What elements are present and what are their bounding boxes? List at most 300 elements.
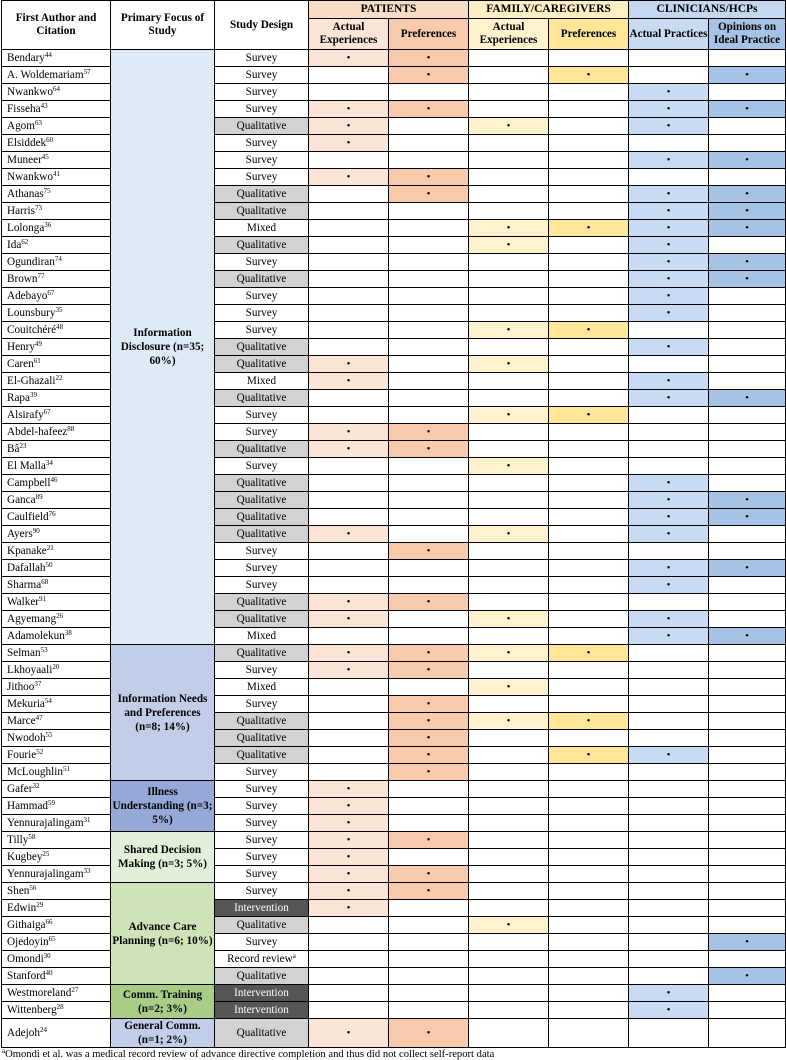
patient-preference-dot: • <box>389 186 469 203</box>
author-cell <box>2 186 111 203</box>
family-preference-empty <box>549 509 629 526</box>
author-name: Caren <box>7 357 34 370</box>
study-design-cell <box>215 747 309 764</box>
author-name: El-Ghazali <box>7 374 56 387</box>
family-preference-empty <box>549 849 629 866</box>
patient-experience-empty <box>309 577 389 594</box>
clinician-opinion-empty <box>709 84 786 101</box>
study-design: Survey <box>245 153 278 166</box>
study-design-cell <box>215 713 309 730</box>
citation-number: 67 <box>43 407 51 416</box>
citation-number: 41 <box>53 169 60 178</box>
family-preference-empty <box>549 50 629 67</box>
clinician-practice-dot: • <box>629 526 709 543</box>
author-cell <box>2 135 111 152</box>
study-design: Survey <box>245 68 278 81</box>
clinician-practice-empty <box>629 798 709 815</box>
study-design-cell <box>215 645 309 662</box>
family-experience-dot: • <box>469 713 549 730</box>
family-preference-dot: • <box>549 220 629 237</box>
table-row <box>2 781 786 798</box>
study-design: Qualitative <box>236 714 287 727</box>
citation-number: 37 <box>34 679 42 688</box>
author-cell <box>2 985 111 1002</box>
subheader-clinician-opinions: Opinions on Ideal Practice <box>709 19 786 50</box>
clinician-opinion-dot: • <box>709 271 786 288</box>
patient-experience-empty <box>309 679 389 696</box>
patient-experience-empty <box>309 475 389 492</box>
family-preference-empty <box>549 424 629 441</box>
author-cell <box>2 968 111 985</box>
study-design-cell <box>215 288 309 305</box>
family-experience-empty <box>469 67 549 84</box>
clinician-opinion-empty <box>709 951 786 968</box>
focus-group: Comm. Training (n=2; 3%) <box>111 985 215 1019</box>
clinician-opinion-empty <box>709 1019 786 1048</box>
clinician-opinion-empty <box>709 900 786 917</box>
study-design: Mixed <box>246 374 277 387</box>
author-cell <box>2 577 111 594</box>
author-cell <box>2 730 111 747</box>
author-cell <box>2 798 111 815</box>
study-design-cell <box>215 101 309 118</box>
patient-preference-empty <box>389 934 469 951</box>
author-name: A. Woldemariam <box>7 68 84 81</box>
clinician-practice-dot: • <box>629 475 709 492</box>
study-design-cell <box>215 628 309 645</box>
citation-number: 34 <box>45 458 53 467</box>
study-design: Survey <box>245 884 278 897</box>
patient-experience-empty <box>309 152 389 169</box>
patient-experience-dot: • <box>309 594 389 611</box>
clinician-opinion-dot: • <box>709 186 786 203</box>
author-name: Marce <box>7 714 36 727</box>
study-design-cell <box>215 390 309 407</box>
clinician-opinion-empty <box>709 866 786 883</box>
author-name: Caulfield <box>7 510 49 523</box>
patient-experience-dot: • <box>309 832 389 849</box>
family-experience-dot: • <box>469 322 549 339</box>
family-experience-empty <box>469 186 549 203</box>
author-cell <box>2 305 111 322</box>
footnote <box>0 1049 786 1060</box>
patient-preference-empty <box>389 560 469 577</box>
patient-experience-dot: • <box>309 883 389 900</box>
clinician-opinion-empty <box>709 917 786 934</box>
citation-number: 24 <box>39 1025 47 1034</box>
family-preference-empty <box>549 135 629 152</box>
clinician-opinion-dot: • <box>709 934 786 951</box>
study-design: Qualitative <box>236 238 287 251</box>
family-preference-empty <box>549 152 629 169</box>
study-design: Qualitative <box>236 272 287 285</box>
citation-number: 90 <box>32 526 40 535</box>
patient-preference-dot: • <box>389 662 469 679</box>
family-experience-empty <box>469 883 549 900</box>
family-preference-empty <box>549 611 629 628</box>
patient-experience-dot: • <box>309 526 389 543</box>
author-cell <box>2 781 111 798</box>
author-name: Dafallah <box>7 561 46 574</box>
author-cell <box>2 509 111 526</box>
study-design: Qualitative <box>236 969 287 982</box>
study-design-cell <box>215 67 309 84</box>
patient-experience-dot: • <box>309 900 389 917</box>
study-design: Qualitative <box>236 612 287 625</box>
patient-preference-dot: • <box>389 832 469 849</box>
clinician-opinion-empty <box>709 781 786 798</box>
clinician-practice-empty <box>629 441 709 458</box>
study-design: Survey <box>245 663 278 676</box>
study-design: Mixed <box>246 629 277 642</box>
clinician-practice-dot: • <box>629 203 709 220</box>
clinician-practice-empty <box>629 730 709 747</box>
author-cell <box>2 917 111 934</box>
clinician-practice-empty <box>629 917 709 934</box>
study-design-cell <box>215 169 309 186</box>
author-name: Ganca <box>7 493 36 506</box>
study-design: Intervention <box>234 901 289 914</box>
patient-preference-empty <box>389 679 469 696</box>
study-design-cell <box>215 407 309 424</box>
study-design: Survey <box>245 459 278 472</box>
author-cell <box>2 611 111 628</box>
clinician-opinion-empty <box>709 679 786 696</box>
patient-experience-dot: • <box>309 356 389 373</box>
patient-experience-empty <box>309 1002 389 1019</box>
family-preference-empty <box>549 356 629 373</box>
author-cell <box>2 152 111 169</box>
citation-number: 45 <box>41 152 49 161</box>
patient-experience-empty <box>309 560 389 577</box>
patient-experience-empty <box>309 271 389 288</box>
family-experience-dot: • <box>469 611 549 628</box>
citation-number: 49 <box>34 339 42 348</box>
patient-preference-dot: • <box>389 169 469 186</box>
clinician-opinion-empty <box>709 883 786 900</box>
patient-experience-dot: • <box>309 101 389 118</box>
family-experience-empty <box>469 135 549 152</box>
clinician-practice-empty <box>629 645 709 662</box>
author-cell <box>2 815 111 832</box>
family-preference-empty <box>549 475 629 492</box>
author-name: Bâ <box>7 442 20 455</box>
patient-experience-dot: • <box>309 662 389 679</box>
family-experience-empty <box>469 543 549 560</box>
author-cell <box>2 1002 111 1019</box>
patient-experience-empty <box>309 67 389 84</box>
author-name: Stanford <box>7 969 46 982</box>
family-experience-dot: • <box>469 679 549 696</box>
author-name: Ayers <box>7 527 33 540</box>
clinician-practice-empty <box>629 781 709 798</box>
clinician-opinion-empty <box>709 441 786 458</box>
study-design: Survey <box>245 408 278 421</box>
family-preference-empty <box>549 985 629 1002</box>
study-design-cell <box>215 50 309 67</box>
patient-preference-empty <box>389 118 469 135</box>
study-design: Survey <box>245 935 278 948</box>
citation-number: 59 <box>48 798 56 807</box>
patient-experience-empty <box>309 968 389 985</box>
author-cell <box>2 458 111 475</box>
author-name: Lolonga <box>7 221 45 234</box>
author-name: McLoughlin <box>7 765 63 778</box>
study-design-cell <box>215 441 309 458</box>
family-preference-empty <box>549 1019 629 1048</box>
patient-preference-empty <box>389 339 469 356</box>
citation-number: 51 <box>62 764 70 773</box>
clinician-practice-dot: • <box>629 186 709 203</box>
family-preference-empty <box>549 169 629 186</box>
study-design: Intervention <box>234 1003 289 1016</box>
patient-preference-empty <box>389 152 469 169</box>
study-design: Qualitative <box>236 595 287 608</box>
patient-preference-dot: • <box>389 747 469 764</box>
study-design-cell <box>215 1019 309 1048</box>
header-design: Study Design <box>215 1 309 50</box>
study-design-cell <box>215 696 309 713</box>
citation-number: 54 <box>44 696 52 705</box>
patient-preference-empty <box>389 815 469 832</box>
clinician-opinion-empty <box>709 424 786 441</box>
clinician-practice-dot: • <box>629 611 709 628</box>
patient-experience-empty <box>309 747 389 764</box>
header-patients: PATIENTS <box>309 1 469 19</box>
author-name: Yennurajalingam <box>7 816 84 829</box>
citation-number: 91 <box>39 594 47 603</box>
patient-experience-dot: • <box>309 424 389 441</box>
author-cell <box>2 84 111 101</box>
author-name: Harris <box>7 204 35 217</box>
author-name: Brown <box>7 272 38 285</box>
study-design-cell <box>215 356 309 373</box>
clinician-opinion-empty <box>709 475 786 492</box>
family-preference-empty <box>549 1002 629 1019</box>
clinician-opinion-dot: • <box>709 67 786 84</box>
study-design-cell <box>215 798 309 815</box>
author-name: Shen <box>7 884 30 897</box>
study-design-cell <box>215 339 309 356</box>
patient-preference-empty <box>389 356 469 373</box>
patient-preference-dot: • <box>389 50 469 67</box>
family-experience-empty <box>469 764 549 781</box>
study-design: Survey <box>245 289 278 302</box>
citation-number: 31 <box>83 815 91 824</box>
citation-number: 44 <box>44 50 52 59</box>
study-design-cell <box>215 679 309 696</box>
family-preference-empty <box>549 730 629 747</box>
clinician-opinion-empty <box>709 526 786 543</box>
family-experience-dot: • <box>469 237 549 254</box>
table-row <box>2 50 786 67</box>
family-preference-dot: • <box>549 322 629 339</box>
clinician-opinion-dot: • <box>709 560 786 577</box>
family-preference-dot: • <box>549 645 629 662</box>
family-experience-empty <box>469 985 549 1002</box>
author-name: Wittenberg <box>7 1003 57 1016</box>
author-cell <box>2 67 111 84</box>
citation-number: 62 <box>21 237 29 246</box>
family-preference-empty <box>549 526 629 543</box>
clinician-opinion-dot: • <box>709 509 786 526</box>
patient-preference-dot: • <box>389 1019 469 1048</box>
study-design: Qualitative <box>236 510 287 523</box>
study-design-cell <box>215 322 309 339</box>
table-row <box>2 985 786 1002</box>
clinician-practice-empty <box>629 934 709 951</box>
author-cell <box>2 645 111 662</box>
family-preference-empty <box>549 254 629 271</box>
study-design-cell <box>215 509 309 526</box>
study-design: Qualitative <box>236 442 287 455</box>
study-design-cell <box>215 594 309 611</box>
citation-number: 35 <box>55 305 63 314</box>
clinician-practice-empty <box>629 968 709 985</box>
subheader-family-preferences: Preferences <box>549 19 629 50</box>
citation-number: 47 <box>35 713 43 722</box>
study-design-cell <box>215 84 309 101</box>
citation-number: 33 <box>83 866 91 875</box>
patient-preference-dot: • <box>389 543 469 560</box>
clinician-practice-empty <box>629 679 709 696</box>
author-name: Edwin <box>7 901 37 914</box>
study-design-cell <box>215 764 309 781</box>
patient-experience-empty <box>309 237 389 254</box>
family-experience-dot: • <box>469 645 549 662</box>
subheader-family-experiences: Actual Experiences <box>469 19 549 50</box>
family-experience-empty <box>469 305 549 322</box>
focus-group: Information Disclosure (n=35; 60%) <box>111 50 215 645</box>
patient-experience-dot: • <box>309 849 389 866</box>
author-name: Rapa <box>7 391 30 404</box>
clinician-practice-dot: • <box>629 628 709 645</box>
clinician-practice-dot: • <box>629 492 709 509</box>
citation-number: 73 <box>34 203 42 212</box>
focus-group: General Comm. (n=1; 2%) <box>111 1019 215 1048</box>
study-design-cell <box>215 985 309 1002</box>
study-design: Survey <box>245 816 278 829</box>
clinician-opinion-dot: • <box>709 390 786 407</box>
family-experience-dot: • <box>469 917 549 934</box>
patient-preference-dot: • <box>389 645 469 662</box>
author-cell <box>2 373 111 390</box>
family-preference-empty <box>549 594 629 611</box>
subheader-clinician-practices: Actual Practices <box>629 19 709 50</box>
study-design: Survey <box>245 782 278 795</box>
patient-preference-dot: • <box>389 424 469 441</box>
patient-experience-dot: • <box>309 1019 389 1048</box>
citation-number: 52 <box>36 747 44 756</box>
author-cell <box>2 866 111 883</box>
subheader-patient-preferences: Preferences <box>389 19 469 50</box>
study-design-cell <box>215 1002 309 1019</box>
clinician-opinion-empty <box>709 662 786 679</box>
author-name: Mekuria <box>7 697 45 710</box>
clinician-practice-dot: • <box>629 577 709 594</box>
author-name: Gafer <box>7 782 33 795</box>
author-cell <box>2 322 111 339</box>
citation-number: 20 <box>52 662 60 671</box>
clinician-practice-dot: • <box>629 339 709 356</box>
citation-number: 21 <box>46 543 54 552</box>
family-experience-empty <box>469 339 549 356</box>
family-preference-dot: • <box>549 407 629 424</box>
patient-preference-empty <box>389 526 469 543</box>
family-experience-empty <box>469 50 549 67</box>
family-experience-empty <box>469 628 549 645</box>
study-design: Survey <box>245 85 278 98</box>
clinician-practice-dot: • <box>629 509 709 526</box>
footnote-text: Omondi et al. was a medical record review of advance directive completion and thus did not collect self-report data <box>5 1049 495 1060</box>
study-design: Survey <box>245 850 278 863</box>
clinician-opinion-dot: • <box>709 101 786 118</box>
citation-number: 58 <box>28 832 36 841</box>
patient-preference-empty <box>389 968 469 985</box>
clinician-opinion-empty <box>709 407 786 424</box>
patient-experience-empty <box>309 288 389 305</box>
study-design: Qualitative <box>236 204 287 217</box>
study-design-cell <box>215 118 309 135</box>
patient-experience-empty <box>309 696 389 713</box>
clinician-opinion-empty <box>709 764 786 781</box>
clinician-opinion-empty <box>709 645 786 662</box>
author-cell <box>2 271 111 288</box>
patient-preference-empty <box>389 628 469 645</box>
author-name: Fisseha <box>7 102 41 115</box>
clinician-practice-dot: • <box>629 220 709 237</box>
author-cell <box>2 1019 111 1048</box>
clinician-opinion-empty <box>709 322 786 339</box>
study-design-cell <box>215 526 309 543</box>
family-experience-empty <box>469 934 549 951</box>
study-design: Survey <box>245 51 278 64</box>
clinician-practice-dot: • <box>629 985 709 1002</box>
studies-table <box>1 0 786 1048</box>
clinician-opinion-empty <box>709 288 786 305</box>
clinician-practice-dot: • <box>629 237 709 254</box>
patient-preference-empty <box>389 203 469 220</box>
author-name: Walker <box>7 595 40 608</box>
citation-number: 48 <box>56 322 64 331</box>
clinician-practice-dot: • <box>629 373 709 390</box>
family-experience-empty <box>469 798 549 815</box>
study-design: Survey <box>245 255 278 268</box>
family-experience-empty <box>469 1002 549 1019</box>
family-preference-empty <box>549 832 629 849</box>
author-name: Elsiddek <box>7 136 47 149</box>
patient-preference-empty <box>389 917 469 934</box>
study-design-cell <box>215 186 309 203</box>
family-preference-empty <box>549 84 629 101</box>
clinician-practice-empty <box>629 1019 709 1048</box>
patient-preference-dot: • <box>389 713 469 730</box>
family-experience-empty <box>469 152 549 169</box>
patient-experience-dot: • <box>309 815 389 832</box>
study-design: Qualitative <box>236 646 287 659</box>
family-preference-empty <box>549 305 629 322</box>
clinician-practice-empty <box>629 67 709 84</box>
study-design-cell <box>215 951 309 968</box>
patient-preference-dot: • <box>389 101 469 118</box>
patient-experience-empty <box>309 186 389 203</box>
study-design: Qualitative <box>236 340 287 353</box>
family-experience-empty <box>469 1019 549 1048</box>
author-cell <box>2 288 111 305</box>
citation-number: 61 <box>33 356 41 365</box>
clinician-practice-dot: • <box>629 254 709 271</box>
citation-number: 26 <box>56 611 64 620</box>
